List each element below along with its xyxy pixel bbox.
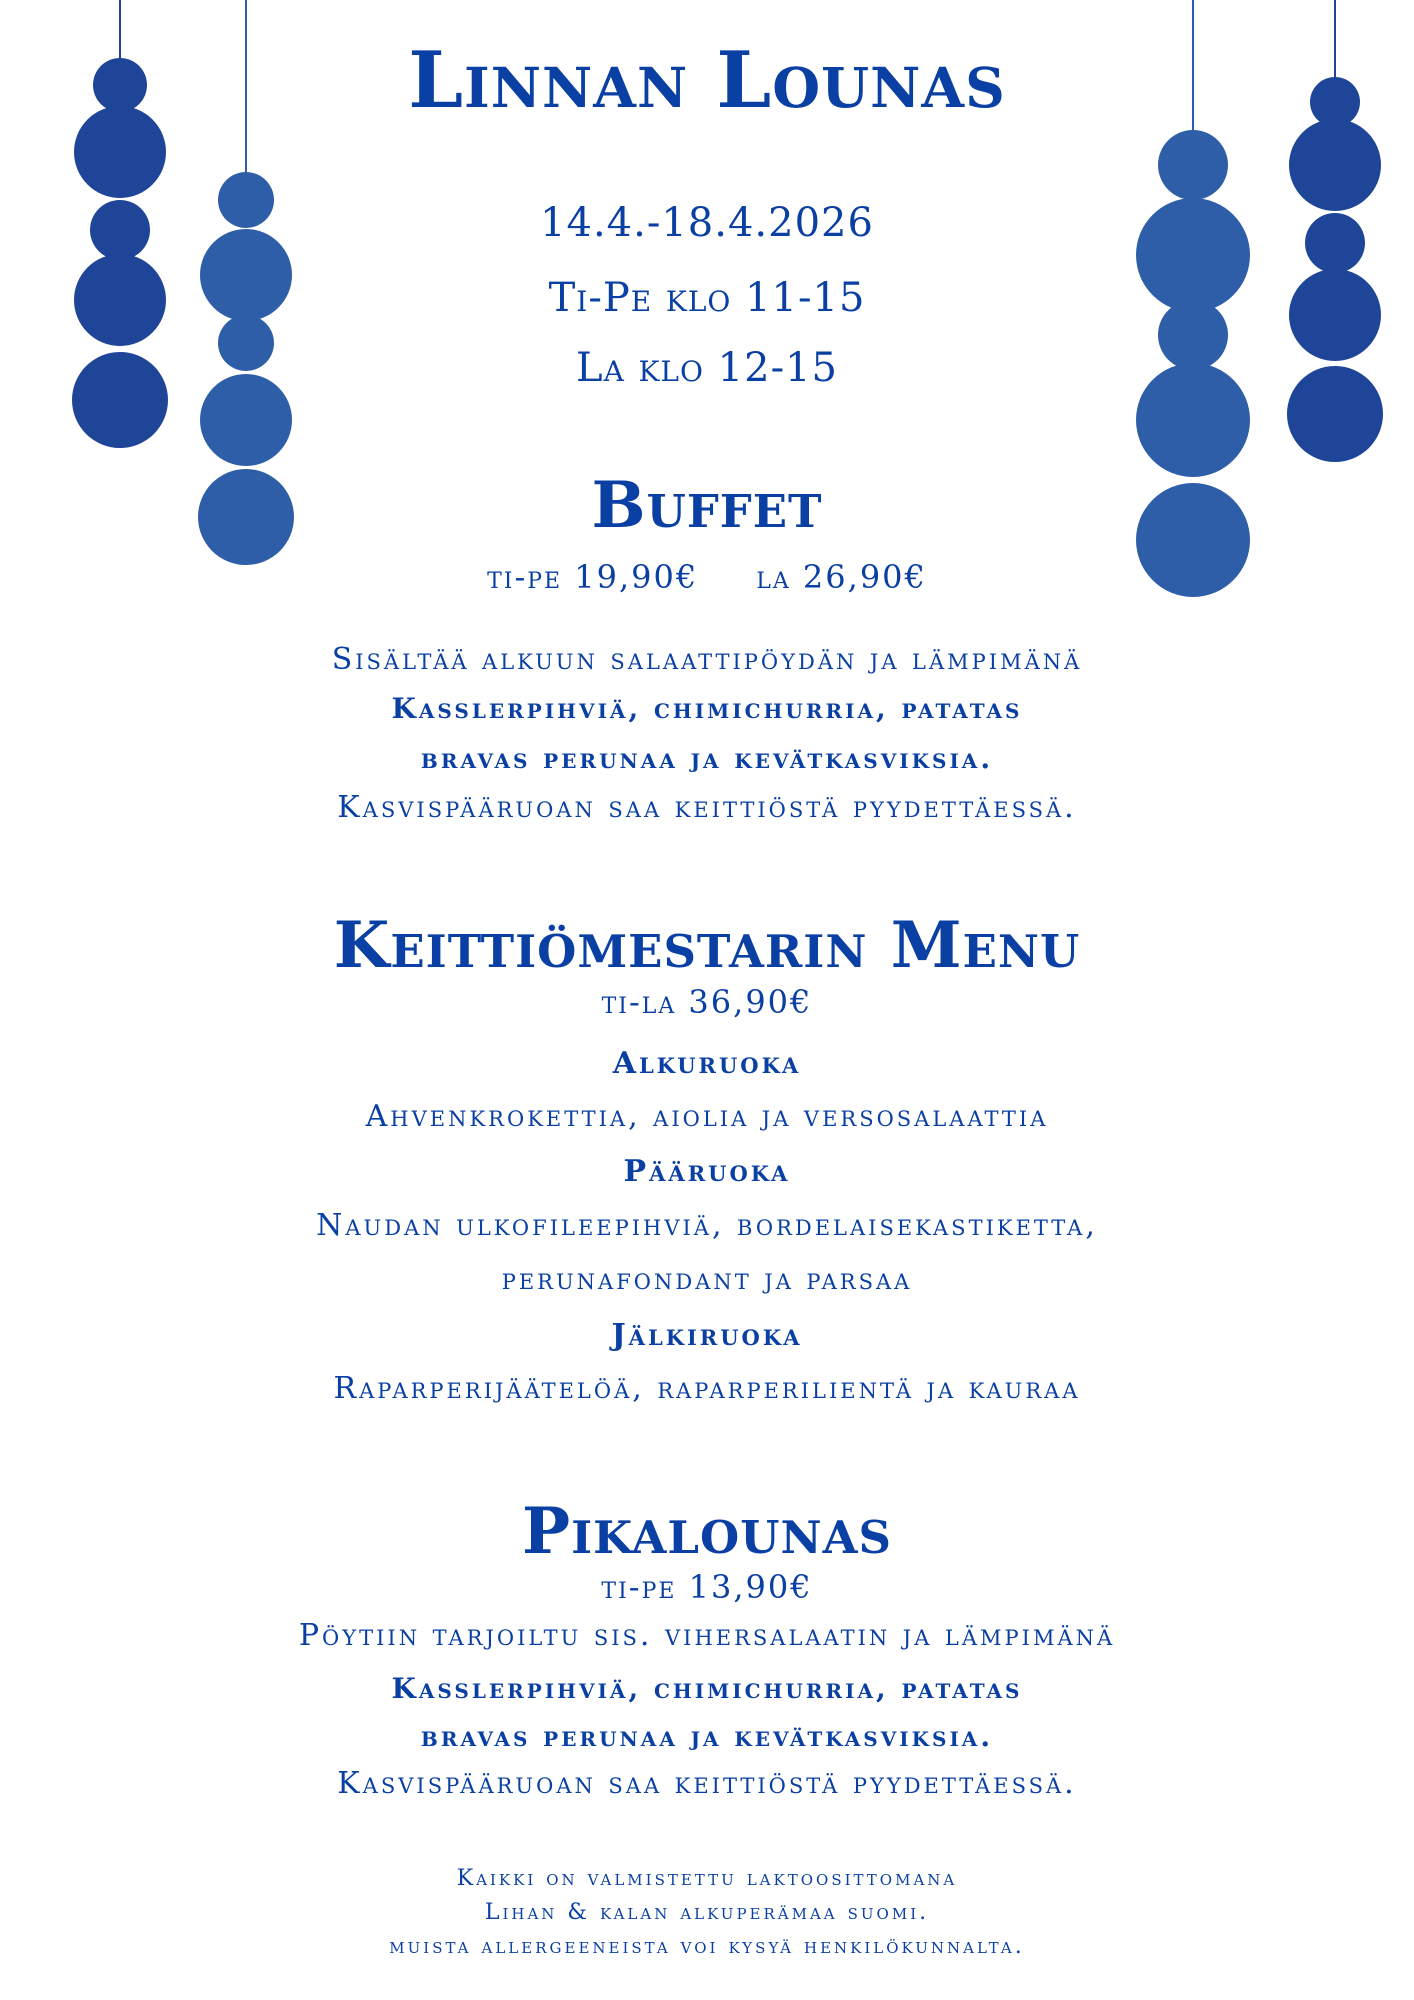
- main-course-text: perunafondant ja parsaa: [501, 1262, 913, 1297]
- quick-lunch-dish-line: bravas perunaa ja kevätkasviksia.: [420, 1720, 994, 1753]
- starter-text: Ahvenkrokettia, aiolia ja versosalaattia: [365, 1099, 1049, 1134]
- dessert-label: Jälkiruoka: [611, 1318, 803, 1353]
- footer-lactose-note: Kaikki on valmistettu laktoosittomana: [456, 1866, 958, 1891]
- main-course-label: Pääruoka: [623, 1154, 791, 1189]
- buffet-heading: Buffet: [591, 468, 823, 543]
- buffet-dish-line: Kasslerpihviä, chimichurria, patatas: [391, 692, 1023, 725]
- date-range: 14.4.-18.4.2026: [540, 200, 874, 246]
- buffet-price-saturday: la 26,90€: [756, 558, 927, 596]
- buffet-prices: [0, 558, 1414, 596]
- quick-lunch-dish-line: Kasslerpihviä, chimichurria, patatas: [391, 1672, 1023, 1705]
- main-course-text: Naudan ulkofileepihviä, bordelaisekastiketta,: [316, 1208, 1098, 1243]
- buffet-price-weekday: ti-pe 19,90€: [487, 558, 699, 596]
- page-title: Linnan Lounas: [408, 35, 1006, 126]
- quick-lunch-price: ti-pe 13,90€: [601, 1568, 813, 1606]
- saturday-hours: La klo 12-15: [576, 345, 838, 391]
- footer-allergen-note: muista allergeeneista voi kysyä henkilökunnalta.: [389, 1934, 1025, 1959]
- quick-lunch-heading: Pikalounas: [521, 1494, 892, 1569]
- quick-lunch-vegetarian-note: Kasvispääruoan saa keittiöstä pyydettäessä.: [337, 1766, 1077, 1801]
- chef-menu-price: ti-la 36,90€: [601, 983, 813, 1021]
- starter-label: Alkuruoka: [612, 1046, 802, 1081]
- quick-lunch-description-line: Pöytiin tarjoiltu sis. vihersalaatin ja lämpimänä: [298, 1618, 1116, 1653]
- dessert-text: Raparperijäätelöä, raparperilientä ja kauraa: [333, 1371, 1081, 1406]
- footer-origin-note: Lihan & kalan alkuperämaa suomi.: [484, 1900, 930, 1925]
- buffet-dish-line: bravas perunaa ja kevätkasviksia.: [420, 742, 994, 775]
- weekday-hours: Ti-Pe klo 11-15: [548, 275, 866, 321]
- buffet-description-line: Sisältää alkuun salaattipöydän ja lämpimänä: [331, 642, 1083, 677]
- chef-menu-heading: Keittiömestarin Menu: [333, 908, 1081, 983]
- buffet-vegetarian-note: Kasvispääruoan saa keittiöstä pyydettäessä.: [337, 790, 1077, 825]
